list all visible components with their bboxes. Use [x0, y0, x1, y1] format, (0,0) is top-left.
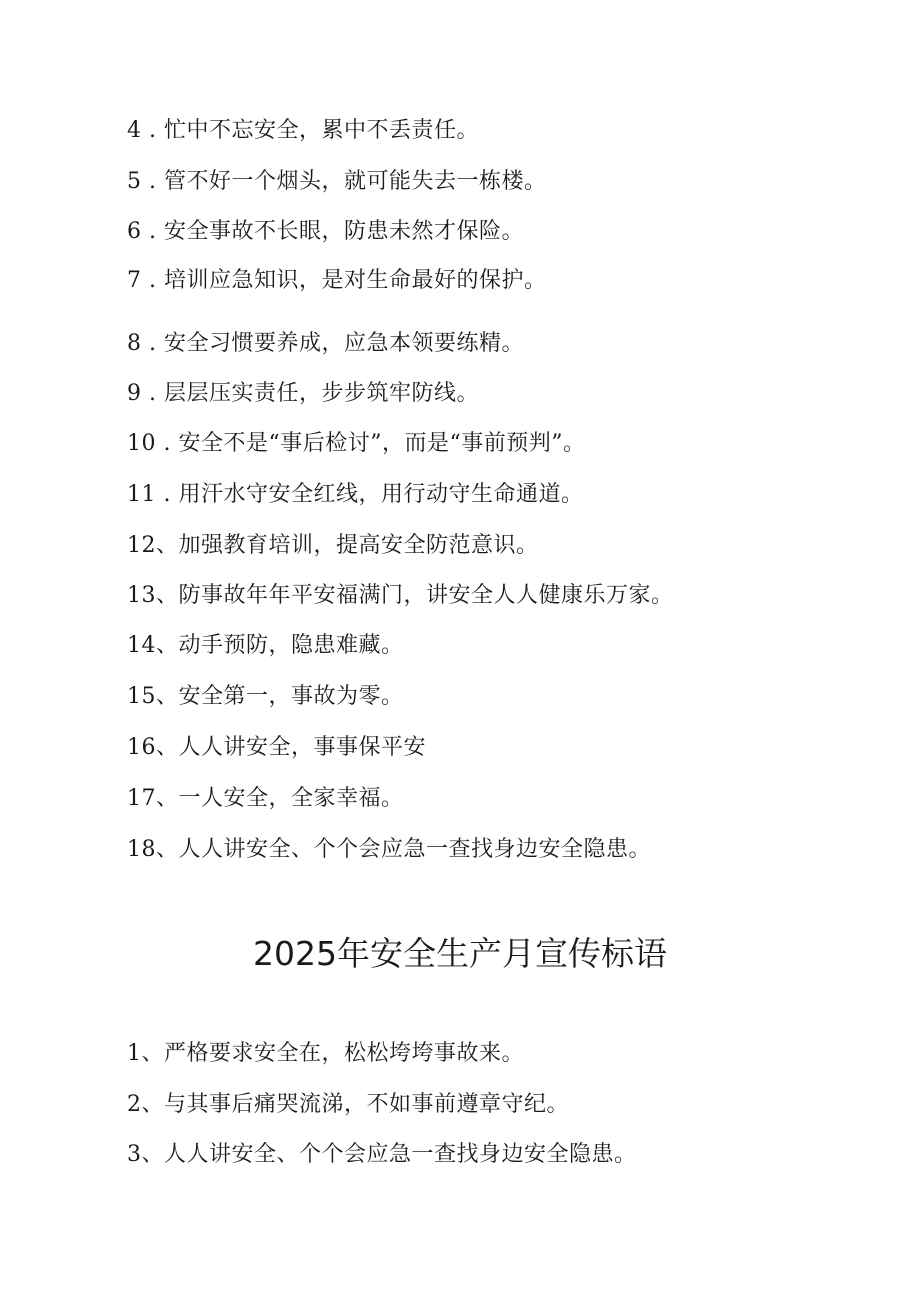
slogan-item-6: 6 . 安全事故不长眼，防患未然才保险。	[127, 219, 524, 244]
slogan-item-2: 2、与其事后痛哭流涕，不如事前遵章守纪。	[127, 1092, 569, 1117]
slogan-item-9: 9 . 层层压实责任，步步筑牢防线。	[127, 381, 479, 406]
slogan-item-16: 16、人人讲安全，事事保平安	[127, 735, 426, 760]
slogan-item-17: 17、一人安全，全家幸福。	[127, 786, 404, 811]
slogan-item-7: 7 . 培训应急知识，是对生命最好的保护。	[127, 268, 547, 293]
slogan-item-12: 12、加强教育培训，提高安全防范意识。	[127, 533, 539, 558]
slogan-item-5: 5 . 管不好一个烟头，就可能失去一栋楼。	[127, 169, 547, 194]
slogan-item-10: 10 . 安全不是“事后检讨”，而是“事前预判”。	[127, 431, 586, 456]
slogan-item-18: 18、人人讲安全、个个会应急一查找身边安全隐患。	[127, 837, 651, 862]
slogan-item-13: 13、防事故年年平安福满门，讲安全人人健康乐万家。	[127, 583, 674, 608]
slogan-item-15: 15、安全第一，事故为零。	[127, 684, 404, 709]
slogan-item-11: 11 . 用汗水守安全红线，用行动守生命通道。	[127, 482, 584, 507]
section-title: 2025年安全生产月宣传标语	[253, 934, 667, 973]
slogan-item-8: 8 . 安全习惯要养成，应急本领要练精。	[127, 331, 524, 356]
slogan-item-3: 3、人人讲安全、个个会应急一查找身边安全隐患。	[127, 1142, 637, 1167]
slogan-item-4: 4 . 忙中不忘安全，累中不丢责任。	[127, 118, 479, 143]
slogan-item-1: 1、严格要求安全在，松松垮垮事故来。	[127, 1041, 524, 1066]
slogan-item-14: 14、动手预防，隐患难藏。	[127, 633, 404, 658]
